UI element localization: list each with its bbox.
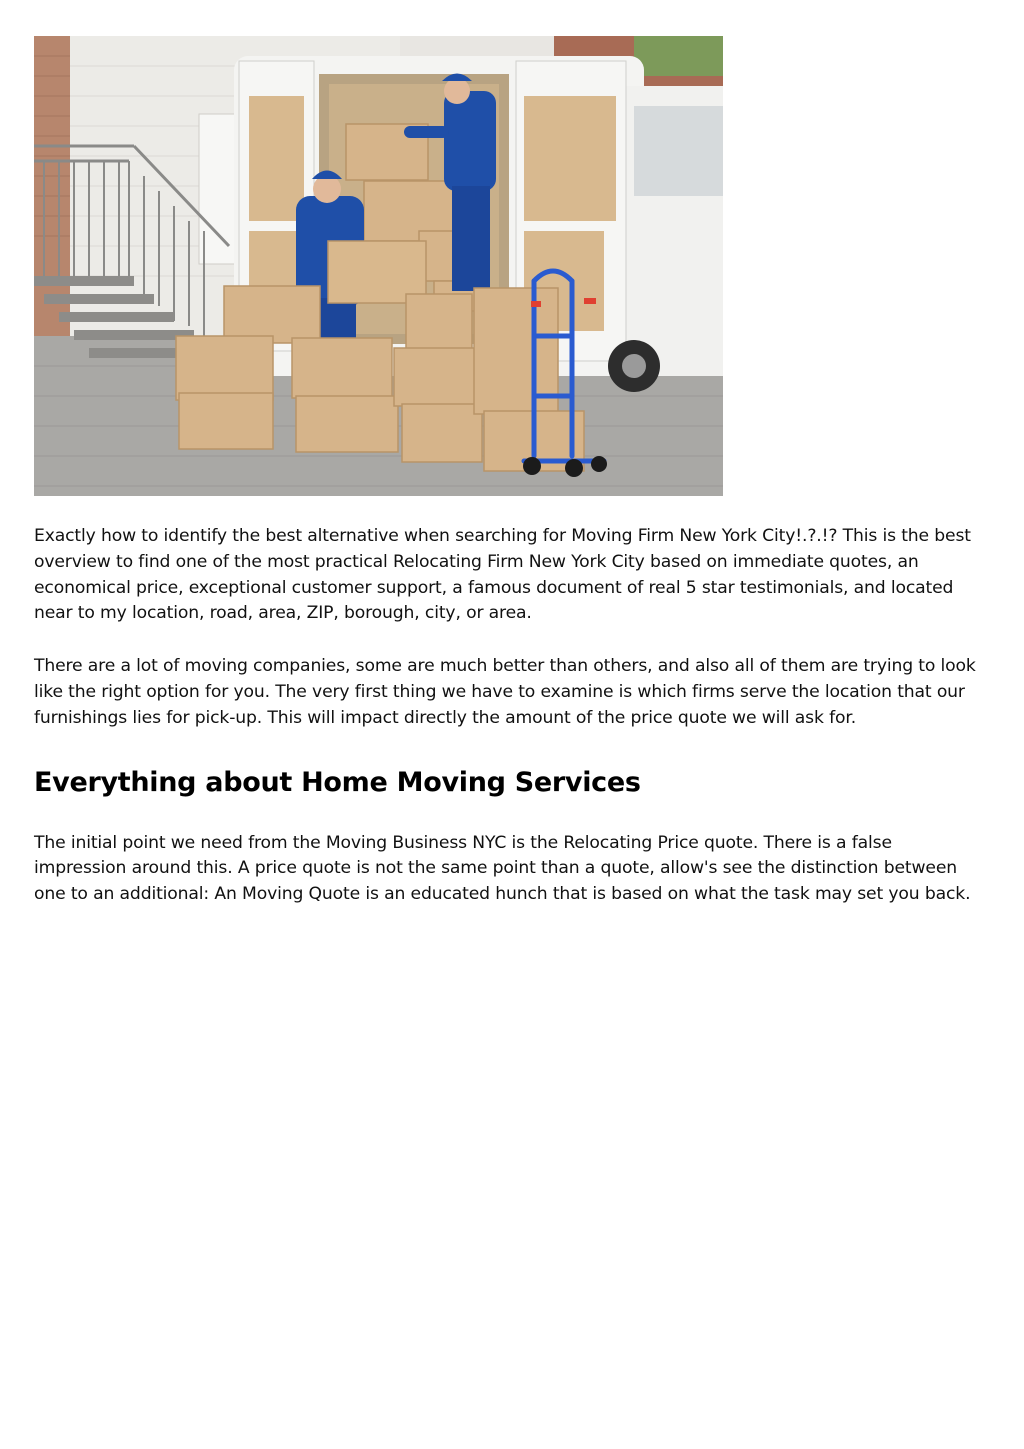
section-paragraph: The initial point we need from the Moving Business NYC is the Relocating Price quote. There is a false impression around this. A price quote is not the same point than a quote, allow's see the distinction between one to an additional: An Moving Quote is an educated hunch that is based on what the task may set you back. (34, 832, 971, 905)
intro-paragraph: Exactly how to identify the best alternative when searching for Moving Firm New York City!.?.!? This is the best overview to find one of the most practical Relocating Firm New York City based on immediate quotes, an economical price, exceptional customer support, a famous document of real 5 star testimonials, and located near to my location, road, area, ZIP, borough, city, or area. (34, 526, 971, 624)
companies-paragraph: There are a lot of moving companies, some are much better than others, and also all of them are trying to look like the right option for you. The very first thing we have to examine is which firms serve the location that our furnishings lies for pick-up. This will impact directly the amount of the price quote we will ask for. (34, 656, 976, 728)
section-heading: Everything about Home Moving Services (34, 766, 641, 798)
article-body (34, 524, 984, 908)
hero-image (34, 36, 723, 496)
